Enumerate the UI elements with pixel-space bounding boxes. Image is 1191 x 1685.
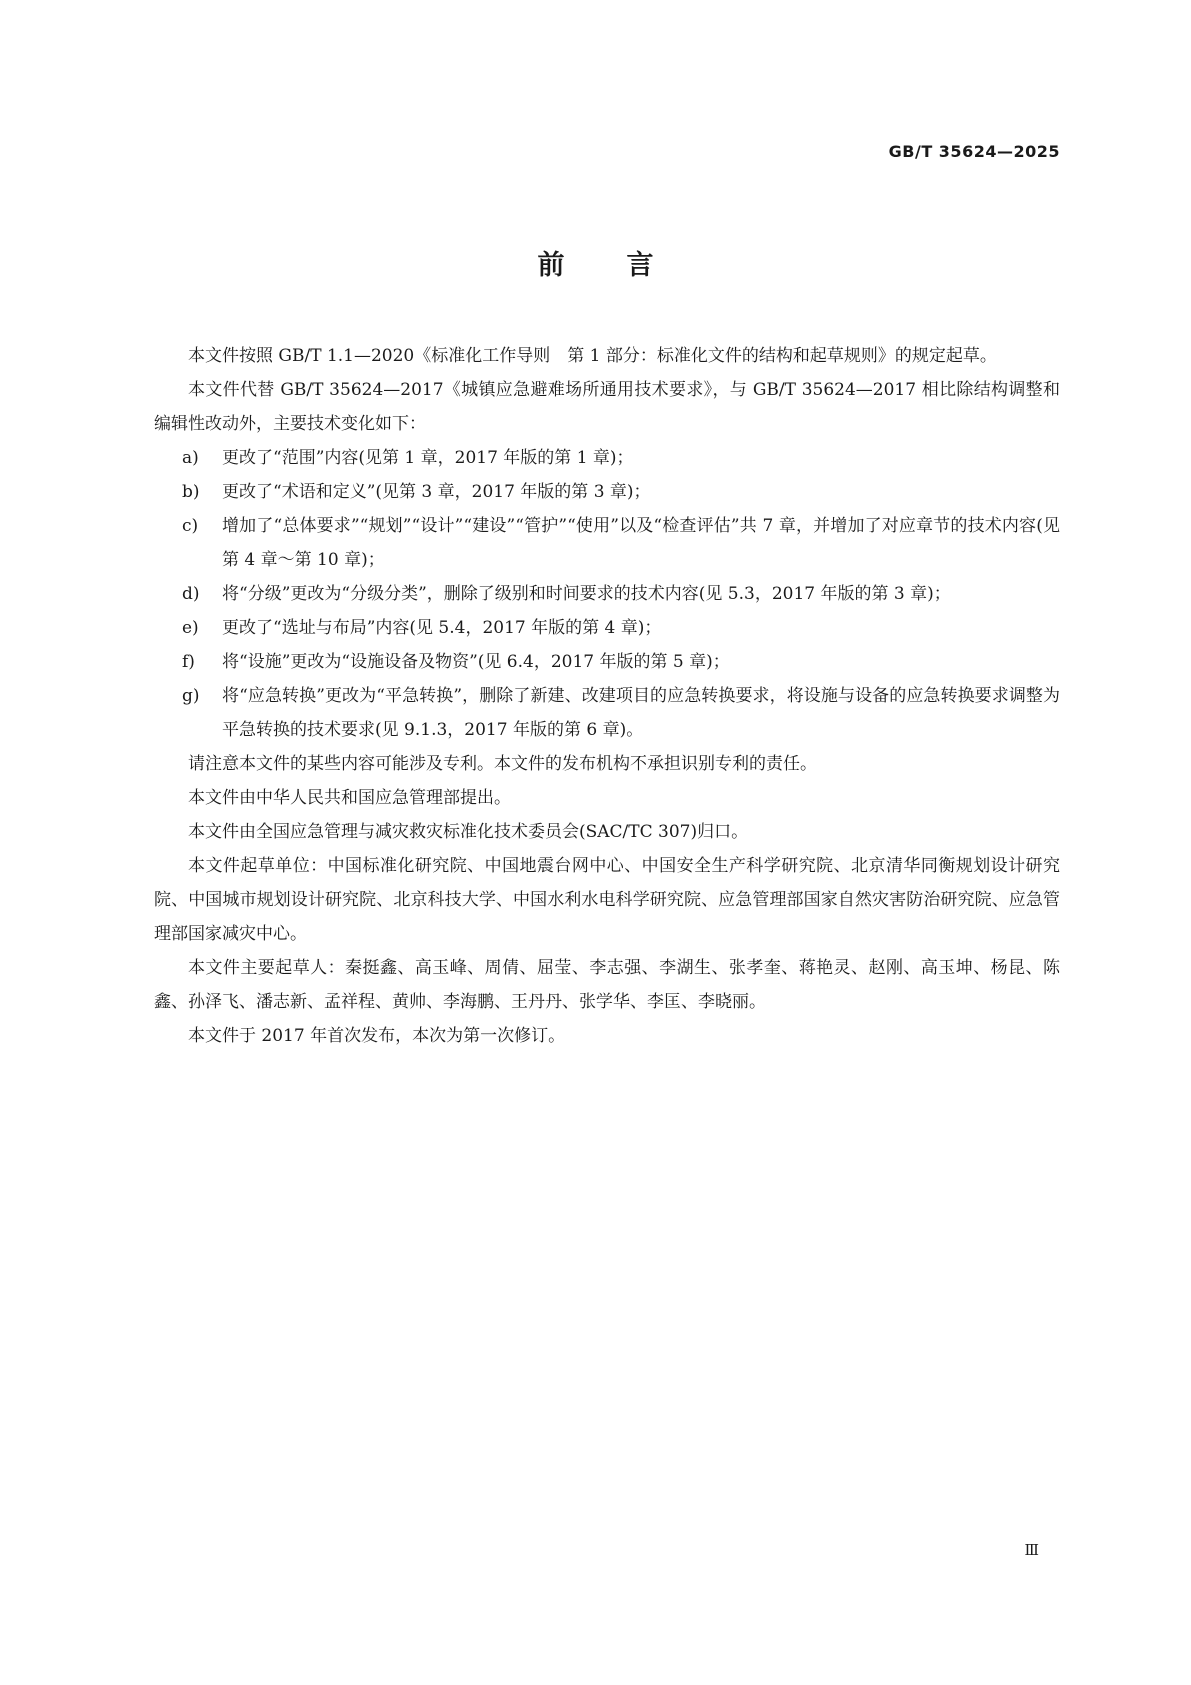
change-item-text: 更改了“术语和定义”(见第 3 章，2017 年版的第 3 章)； (222, 482, 651, 502)
change-item-label: a) (182, 448, 199, 468)
foreword-body (154, 339, 1060, 1053)
page-title-char-2: 言 (626, 250, 654, 281)
change-item-text: 将“设施”更改为“设施设备及物资”(见 6.4，2017 年版的第 5 章)； (222, 652, 730, 672)
change-item (154, 441, 1060, 475)
paragraph-drafting-units: 本文件起草单位：中国标准化研究院、中国地震台网中心、中国安全生产科学研究院、北京清华同衡规划设计研究院、中国城市规划设计研究院、北京科技大学、中国水利水电科学研究院、应急管理部国家自然灾害防治研究院、应急管理部国家减灾中心。 (154, 856, 1060, 944)
change-item (154, 611, 1060, 645)
change-item-label: e) (182, 618, 199, 638)
page-title (0, 243, 1191, 282)
paragraph-proposer: 本文件由中华人民共和国应急管理部提出。 (188, 788, 511, 808)
paragraph-patent-notice: 请注意本文件的某些内容可能涉及专利。本文件的发布机构不承担识别专利的责任。 (188, 754, 817, 774)
change-item-text: 将“分级”更改为“分级分类”，删除了级别和时间要求的技术内容(见 5.3，2017 年版的第 3 章)； (222, 584, 951, 604)
change-item (154, 509, 1060, 577)
change-item-label: f) (182, 652, 195, 672)
paragraph-history: 本文件于 2017 年首次发布，本次为第一次修订。 (188, 1026, 566, 1046)
paragraph-drafting-rules: 本文件按照 GB/T 1.1—2020《标准化工作导则 第 1 部分：标准化文件的结构和起草规则》的规定起草。 (188, 346, 997, 366)
change-item-text: 更改了“选址与布局”内容(见 5.4，2017 年版的第 4 章)； (222, 618, 662, 638)
change-item-text: 更改了“范围”内容(见第 1 章，2017 年版的第 1 章)； (222, 448, 634, 468)
paragraph-drafters: 本文件主要起草人：秦挺鑫、高玉峰、周倩、屈莹、李志强、李湖生、张孝奎、蒋艳灵、赵刚、高玉坤、杨昆、陈鑫、孙泽飞、潘志新、孟祥程、黄帅、李海鹏、王丹丹、张学华、李匡、李晓丽。 (154, 958, 1060, 1012)
document-code: GB/T 35624—2025 (888, 142, 1060, 161)
change-item-label: g) (182, 686, 200, 706)
page-title-char-1: 前 (537, 250, 565, 281)
change-item (154, 679, 1060, 747)
paragraph-replacement: 本文件代替 GB/T 35624—2017《城镇应急避难场所通用技术要求》，与 GB/T 35624—2017 相比除结构调整和编辑性改动外，主要技术变化如下： (154, 380, 1060, 434)
page-number: Ⅲ (1024, 1541, 1039, 1559)
change-item (154, 645, 1060, 679)
change-item-label: d) (182, 584, 200, 604)
change-item (154, 577, 1060, 611)
paragraph-committee: 本文件由全国应急管理与减灾救灾标准化技术委员会(SAC/TC 307)归口。 (188, 822, 749, 842)
change-item-text: 增加了“总体要求”“规划”“设计”“建设”“管护”“使用”以及“检查评估”共 7 章，并增加了对应章节的技术内容(见第 4 章～第 10 章)； (222, 516, 1060, 570)
change-item-label: c) (182, 516, 199, 536)
change-item-label: b) (182, 482, 200, 502)
change-item (154, 475, 1060, 509)
change-item-text: 将“应急转换”更改为“平急转换”，删除了新建、改建项目的应急转换要求，将设施与设备的应急转换要求调整为平急转换的技术要求(见 9.1.3，2017 年版的第 6 章)。 (222, 686, 1060, 740)
